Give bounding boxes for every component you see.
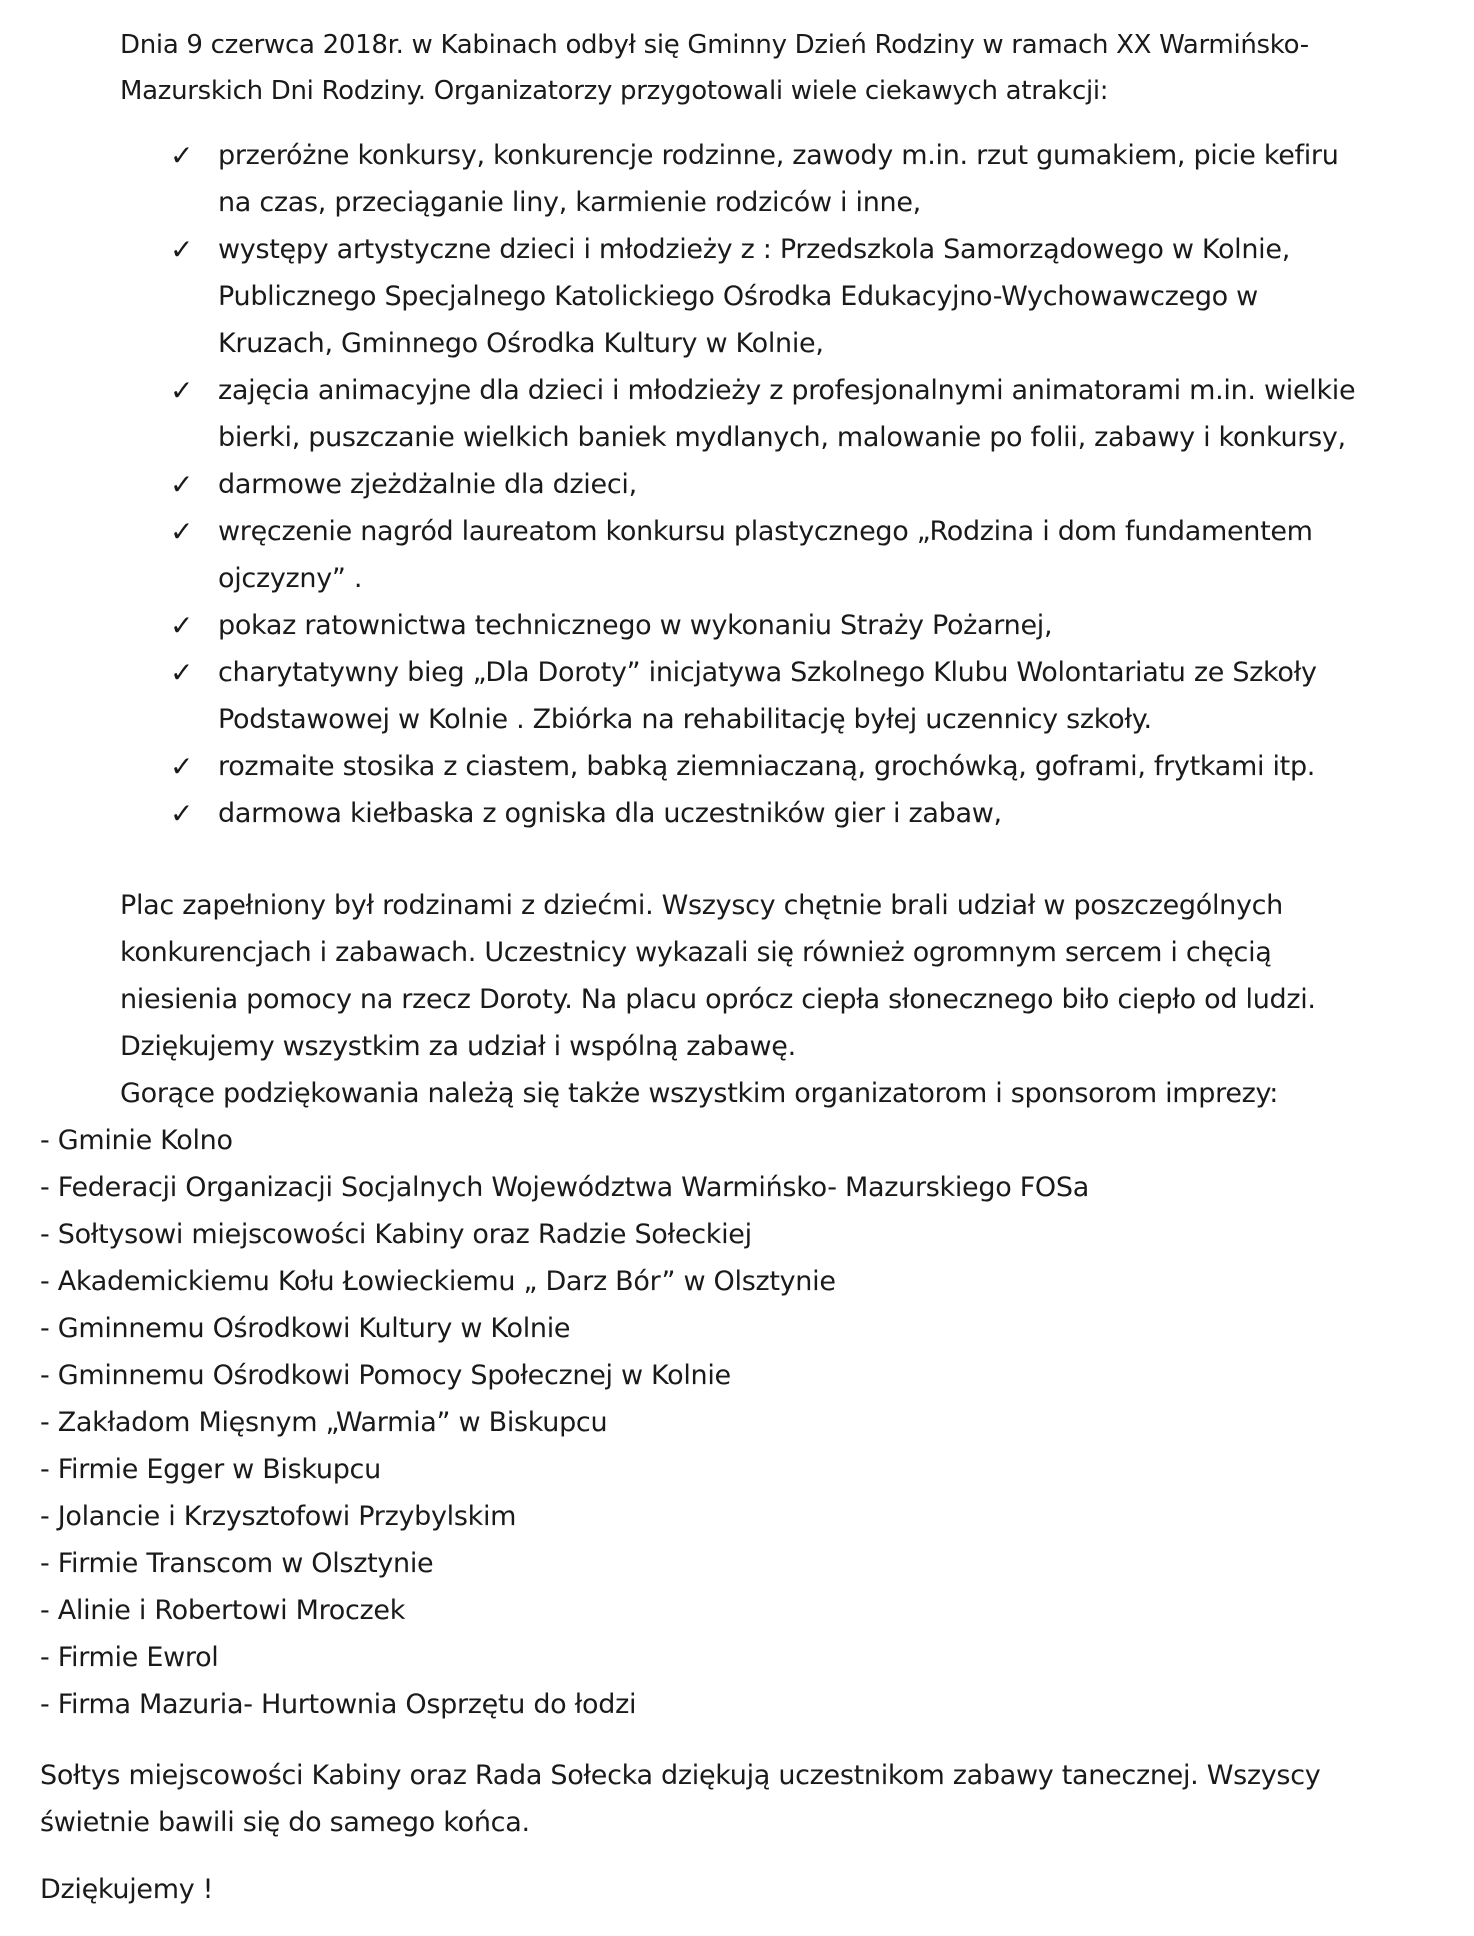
checkmark-icon: ✓ bbox=[170, 797, 194, 830]
final-thanks: Dziękujemy ! bbox=[40, 1874, 214, 1905]
closing-line: niesienia pomocy na rzecz Doroty. Na placu oprócz ciepła słonecznego biło ciepło od ludzi. bbox=[120, 984, 1316, 1015]
soltys-line: świetnie bawili się do samego końca. bbox=[40, 1807, 530, 1838]
list-item bbox=[0, 132, 1474, 226]
list-item bbox=[0, 367, 1474, 461]
sponsor-item: - Gminnemu Ośrodkowi Kultury w Kolnie bbox=[40, 1313, 571, 1344]
closing-line: konkurencjach i zabawach. Uczestnicy wykazali się również ogromnym sercem i chęcią bbox=[120, 937, 1272, 968]
sponsor-item: - Gminnemu Ośrodkowi Pomocy Społecznej w Kolnie bbox=[40, 1360, 731, 1391]
list-item bbox=[0, 508, 1474, 602]
closing-line: Plac zapełniony był rodzinami z dziećmi. Wszyscy chętnie brali udział w poszczególnych bbox=[120, 890, 1283, 921]
list-item bbox=[0, 649, 1474, 743]
sponsor-item: - Akademickiemu Kołu Łowieckiemu „ Darz Bór” w Olsztynie bbox=[40, 1266, 836, 1297]
checkmark-icon: ✓ bbox=[170, 139, 194, 172]
soltys-paragraph bbox=[40, 1752, 1450, 1846]
list-item-line: wręczenie nagród laureatom konkursu plastycznego „Rodzina i dom fundamentem bbox=[218, 516, 1313, 547]
sponsor-item: - Firmie Egger w Biskupcu bbox=[40, 1454, 381, 1485]
sponsor-item: - Firmie Transcom w Olsztynie bbox=[40, 1548, 434, 1579]
sponsor-item: - Sołtysowi miejscowości Kabiny oraz Radzie Sołeckiej bbox=[40, 1219, 752, 1250]
sponsors-list bbox=[40, 1117, 1089, 1728]
intro-paragraph bbox=[120, 22, 1450, 114]
list-item-line: na czas, przeciąganie liny, karmienie rodziców i inne, bbox=[218, 187, 921, 218]
sponsor-item: - Firmie Ewrol bbox=[40, 1642, 219, 1673]
checkmark-icon: ✓ bbox=[170, 656, 194, 689]
list-item-line: rozmaite stosika z ciastem, babką ziemniaczaną, grochówką, goframi, frytkami itp. bbox=[218, 751, 1316, 782]
sponsor-item: - Alinie i Robertowi Mroczek bbox=[40, 1595, 406, 1626]
soltys-line: Sołtys miejscowości Kabiny oraz Rada Sołecka dziękują uczestnikom zabawy tanecznej. Wszyscy bbox=[40, 1760, 1321, 1791]
sponsor-item: - Firma Mazuria- Hurtownia Osprzętu do łodzi bbox=[40, 1689, 637, 1720]
intro-line: Dnia 9 czerwca 2018r. w Kabinach odbył się Gminny Dzień Rodziny w ramach XX Warmińsko- bbox=[120, 30, 1309, 60]
list-item-line: darmowe zjeżdżalnie dla dzieci, bbox=[218, 469, 637, 500]
checkmark-icon: ✓ bbox=[170, 515, 194, 548]
list-item bbox=[0, 743, 1474, 790]
checkmark-icon: ✓ bbox=[170, 609, 194, 642]
checkmark-icon: ✓ bbox=[170, 468, 194, 501]
sponsor-item: - Zakładom Mięsnym „Warmia” w Biskupcu bbox=[40, 1407, 608, 1438]
checkmark-icon: ✓ bbox=[170, 374, 194, 407]
list-item bbox=[0, 790, 1474, 837]
intro-line: Mazurskich Dni Rodziny. Organizatorzy przygotowali wiele ciekawych atrakcji: bbox=[120, 76, 1109, 106]
sponsor-item: - Jolancie i Krzysztofowi Przybylskim bbox=[40, 1501, 517, 1532]
attractions-list bbox=[0, 132, 1474, 837]
list-item-line: darmowa kiełbaska z ogniska dla uczestników gier i zabaw, bbox=[218, 798, 1002, 829]
list-item-line: charytatywny bieg „Dla Doroty” inicjatywa Szkolnego Klubu Wolontariatu ze Szkoły bbox=[218, 657, 1317, 688]
list-item-line: Publicznego Specjalnego Katolickiego Ośrodka Edukacyjno-Wychowawczego w bbox=[218, 281, 1258, 312]
checkmark-icon: ✓ bbox=[170, 233, 194, 266]
list-item-line: ojczyzny” . bbox=[218, 563, 363, 594]
list-item-line: występy artystyczne dzieci i młodzieży z : Przedszkola Samorządowego w Kolnie, bbox=[218, 234, 1290, 265]
thanks-intro: Gorące podziękowania należą się także wszystkim organizatorom i sponsorom imprezy: bbox=[120, 1078, 1279, 1109]
closing-line: Dziękujemy wszystkim za udział i wspólną zabawę. bbox=[120, 1031, 796, 1062]
closing-paragraph bbox=[120, 882, 1450, 1070]
list-item-line: bierki, puszczanie wielkich baniek mydlanych, malowanie po folii, zabawy i konkursy, bbox=[218, 422, 1346, 453]
list-item bbox=[0, 461, 1474, 508]
list-item-line: przeróżne konkursy, konkurencje rodzinne, zawody m.in. rzut gumakiem, picie kefiru bbox=[218, 140, 1339, 171]
list-item-line: pokaz ratownictwa technicznego w wykonaniu Straży Pożarnej, bbox=[218, 610, 1053, 641]
sponsor-item: - Gminie Kolno bbox=[40, 1125, 233, 1156]
list-item-line: zajęcia animacyjne dla dzieci i młodzieży z profesjonalnymi animatorami m.in. wielkie bbox=[218, 375, 1356, 406]
list-item bbox=[0, 226, 1474, 367]
checkmark-icon: ✓ bbox=[170, 750, 194, 783]
list-item bbox=[0, 602, 1474, 649]
sponsor-item: - Federacji Organizacji Socjalnych Województwa Warmińsko- Mazurskiego FOSa bbox=[40, 1172, 1089, 1203]
list-item-line: Kruzach, Gminnego Ośrodka Kultury w Kolnie, bbox=[218, 328, 824, 359]
list-item-line: Podstawowej w Kolnie . Zbiórka na rehabilitację byłej uczennicy szkoły. bbox=[218, 704, 1152, 735]
